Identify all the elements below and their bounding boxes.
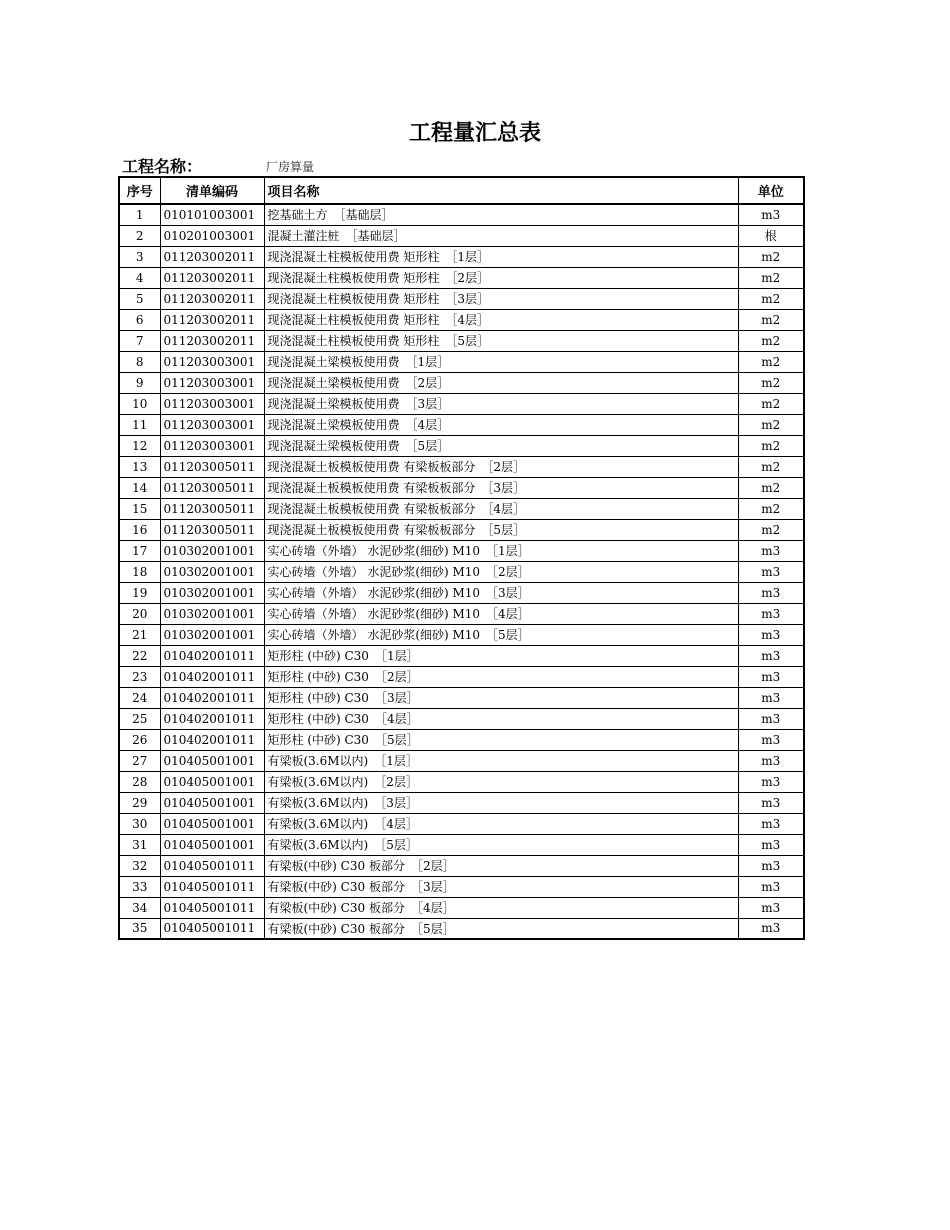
cell-item-code: 010302001001 xyxy=(160,582,264,603)
cell-item-code: 010201003001 xyxy=(160,225,264,246)
cell-item-name: 有梁板(3.6M以内) ［3层］ xyxy=(264,792,738,813)
cell-item-name: 实心砖墙（外墙） 水泥砂浆(细砂) M10 ［1层］ xyxy=(264,540,738,561)
cell-unit: m3 xyxy=(738,204,804,225)
cell-item-code: 010402001011 xyxy=(160,666,264,687)
cell-item-code: 010302001001 xyxy=(160,603,264,624)
cell-unit: m2 xyxy=(738,372,804,393)
cell-serial-no: 29 xyxy=(119,792,160,813)
cell-unit: m2 xyxy=(738,498,804,519)
cell-serial-no: 11 xyxy=(119,414,160,435)
cell-serial-no: 22 xyxy=(119,645,160,666)
table-row xyxy=(119,603,804,624)
cell-item-code: 011203005011 xyxy=(160,477,264,498)
table-row xyxy=(119,225,804,246)
table-row xyxy=(119,834,804,855)
cell-item-name: 实心砖墙（外墙） 水泥砂浆(细砂) M10 ［2层］ xyxy=(264,561,738,582)
cell-serial-no: 27 xyxy=(119,750,160,771)
cell-serial-no: 17 xyxy=(119,540,160,561)
cell-item-code: 011203003001 xyxy=(160,372,264,393)
cell-serial-no: 32 xyxy=(119,855,160,876)
cell-item-code: 011203003001 xyxy=(160,414,264,435)
cell-item-name: 有梁板(3.6M以内) ［2层］ xyxy=(264,771,738,792)
table-row xyxy=(119,582,804,603)
cell-item-code: 011203002011 xyxy=(160,330,264,351)
cell-item-code: 011203003001 xyxy=(160,435,264,456)
cell-unit: m2 xyxy=(738,519,804,540)
table-row xyxy=(119,897,804,918)
cell-unit: m2 xyxy=(738,435,804,456)
cell-item-code: 011203002011 xyxy=(160,246,264,267)
cell-unit: m3 xyxy=(738,792,804,813)
table-row xyxy=(119,855,804,876)
cell-unit: m3 xyxy=(738,582,804,603)
cell-unit: m3 xyxy=(738,603,804,624)
cell-item-code: 010302001001 xyxy=(160,540,264,561)
cell-unit: m2 xyxy=(738,456,804,477)
table-row xyxy=(119,456,804,477)
cell-unit: m3 xyxy=(738,813,804,834)
cell-item-name: 现浇混凝土柱模板使用费 矩形柱 ［4层］ xyxy=(264,309,738,330)
table-row xyxy=(119,771,804,792)
cell-item-code: 010405001001 xyxy=(160,813,264,834)
page-title: 工程量汇总表 xyxy=(408,121,541,146)
cell-item-name: 有梁板(中砂) C30 板部分 ［5层］ xyxy=(264,918,738,939)
table-row xyxy=(119,477,804,498)
cell-unit: m2 xyxy=(738,393,804,414)
cell-item-code: 011203003001 xyxy=(160,393,264,414)
cell-item-code: 010302001001 xyxy=(160,561,264,582)
cell-item-name: 现浇混凝土梁模板使用费 ［4层］ xyxy=(264,414,738,435)
table-row xyxy=(119,540,804,561)
cell-serial-no: 7 xyxy=(119,330,160,351)
cell-item-name: 矩形柱 (中砂) C30 ［5层］ xyxy=(264,729,738,750)
table-row xyxy=(119,435,804,456)
table-row xyxy=(119,645,804,666)
table-row xyxy=(119,876,804,897)
cell-item-code: 010101003001 xyxy=(160,204,264,225)
cell-item-code: 011203002011 xyxy=(160,267,264,288)
cell-unit: 根 xyxy=(738,225,804,246)
cell-unit: m3 xyxy=(738,645,804,666)
cell-item-name: 现浇混凝土板模板使用费 有梁板板部分 ［5层］ xyxy=(264,519,738,540)
cell-unit: m3 xyxy=(738,624,804,645)
cell-serial-no: 18 xyxy=(119,561,160,582)
cell-item-name: 现浇混凝土柱模板使用费 矩形柱 ［3层］ xyxy=(264,288,738,309)
cell-serial-no: 34 xyxy=(119,897,160,918)
cell-unit: m2 xyxy=(738,288,804,309)
cell-item-name: 有梁板(3.6M以内) ［5层］ xyxy=(264,834,738,855)
cell-unit: m3 xyxy=(738,876,804,897)
cell-item-name: 实心砖墙（外墙） 水泥砂浆(细砂) M10 ［4层］ xyxy=(264,603,738,624)
cell-serial-no: 31 xyxy=(119,834,160,855)
quantity-summary-table xyxy=(118,176,805,940)
cell-serial-no: 12 xyxy=(119,435,160,456)
cell-item-code: 011203005011 xyxy=(160,498,264,519)
cell-serial-no: 3 xyxy=(119,246,160,267)
cell-serial-no: 4 xyxy=(119,267,160,288)
cell-item-code: 010405001001 xyxy=(160,834,264,855)
table-row xyxy=(119,246,804,267)
cell-unit: m3 xyxy=(738,540,804,561)
cell-serial-no: 6 xyxy=(119,309,160,330)
cell-serial-no: 19 xyxy=(119,582,160,603)
header-item-code: 清单编码 xyxy=(160,177,264,204)
cell-item-name: 有梁板(中砂) C30 板部分 ［4层］ xyxy=(264,897,738,918)
cell-unit: m2 xyxy=(738,330,804,351)
cell-item-name: 有梁板(3.6M以内) ［4层］ xyxy=(264,813,738,834)
cell-unit: m2 xyxy=(738,267,804,288)
cell-item-code: 010405001001 xyxy=(160,771,264,792)
table-row xyxy=(119,666,804,687)
cell-unit: m2 xyxy=(738,477,804,498)
cell-item-code: 010402001011 xyxy=(160,729,264,750)
cell-serial-no: 13 xyxy=(119,456,160,477)
cell-item-code: 010405001001 xyxy=(160,750,264,771)
cell-item-name: 现浇混凝土梁模板使用费 ［1层］ xyxy=(264,351,738,372)
cell-item-name: 现浇混凝土板模板使用费 有梁板板部分 ［4层］ xyxy=(264,498,738,519)
cell-serial-no: 33 xyxy=(119,876,160,897)
cell-serial-no: 25 xyxy=(119,708,160,729)
cell-unit: m3 xyxy=(738,666,804,687)
cell-serial-no: 14 xyxy=(119,477,160,498)
cell-item-name: 矩形柱 (中砂) C30 ［2层］ xyxy=(264,666,738,687)
cell-serial-no: 9 xyxy=(119,372,160,393)
cell-item-name: 矩形柱 (中砂) C30 ［1层］ xyxy=(264,645,738,666)
table-row xyxy=(119,393,804,414)
cell-unit: m2 xyxy=(738,351,804,372)
cell-unit: m3 xyxy=(738,729,804,750)
table-row xyxy=(119,330,804,351)
table-row xyxy=(119,687,804,708)
cell-item-code: 010405001001 xyxy=(160,792,264,813)
cell-item-name: 现浇混凝土板模板使用费 有梁板板部分 ［3层］ xyxy=(264,477,738,498)
table-row xyxy=(119,204,804,225)
cell-serial-no: 24 xyxy=(119,687,160,708)
cell-unit: m2 xyxy=(738,309,804,330)
cell-serial-no: 15 xyxy=(119,498,160,519)
cell-item-name: 现浇混凝土柱模板使用费 矩形柱 ［1层］ xyxy=(264,246,738,267)
cell-serial-no: 23 xyxy=(119,666,160,687)
cell-item-code: 010405001011 xyxy=(160,897,264,918)
table-row xyxy=(119,414,804,435)
cell-unit: m3 xyxy=(738,834,804,855)
cell-item-name: 矩形柱 (中砂) C30 ［4层］ xyxy=(264,708,738,729)
cell-item-name: 现浇混凝土梁模板使用费 ［2层］ xyxy=(264,372,738,393)
table-row xyxy=(119,918,804,939)
cell-item-code: 010402001011 xyxy=(160,687,264,708)
cell-unit: m3 xyxy=(738,855,804,876)
cell-item-name: 有梁板(3.6M以内) ［1层］ xyxy=(264,750,738,771)
cell-item-name: 现浇混凝土梁模板使用费 ［3层］ xyxy=(264,393,738,414)
cell-item-code: 010302001001 xyxy=(160,624,264,645)
cell-item-name: 现浇混凝土梁模板使用费 ［5层］ xyxy=(264,435,738,456)
table-row xyxy=(119,624,804,645)
cell-unit: m3 xyxy=(738,750,804,771)
cell-item-name: 有梁板(中砂) C30 板部分 ［2层］ xyxy=(264,855,738,876)
cell-serial-no: 10 xyxy=(119,393,160,414)
cell-serial-no: 2 xyxy=(119,225,160,246)
cell-serial-no: 8 xyxy=(119,351,160,372)
cell-unit: m3 xyxy=(738,897,804,918)
cell-item-code: 010405001011 xyxy=(160,855,264,876)
cell-serial-no: 1 xyxy=(119,204,160,225)
cell-item-code: 011203002011 xyxy=(160,309,264,330)
table-row xyxy=(119,750,804,771)
cell-item-code: 011203005011 xyxy=(160,456,264,477)
table-row xyxy=(119,498,804,519)
cell-serial-no: 20 xyxy=(119,603,160,624)
table-row xyxy=(119,519,804,540)
cell-item-code: 011203003001 xyxy=(160,351,264,372)
project-name-label: 工程名称： xyxy=(122,157,203,176)
table-row xyxy=(119,813,804,834)
table-row xyxy=(119,351,804,372)
table-header-row xyxy=(119,177,804,204)
cell-item-code: 010405001011 xyxy=(160,918,264,939)
cell-item-name: 实心砖墙（外墙） 水泥砂浆(细砂) M10 ［5层］ xyxy=(264,624,738,645)
table-row xyxy=(119,372,804,393)
cell-item-name: 实心砖墙（外墙） 水泥砂浆(细砂) M10 ［3层］ xyxy=(264,582,738,603)
cell-item-code: 010402001011 xyxy=(160,708,264,729)
cell-serial-no: 26 xyxy=(119,729,160,750)
cell-unit: m2 xyxy=(738,414,804,435)
cell-serial-no: 28 xyxy=(119,771,160,792)
cell-serial-no: 30 xyxy=(119,813,160,834)
cell-item-name: 矩形柱 (中砂) C30 ［3层］ xyxy=(264,687,738,708)
table-row xyxy=(119,792,804,813)
cell-item-name: 现浇混凝土柱模板使用费 矩形柱 ［5层］ xyxy=(264,330,738,351)
cell-item-name: 有梁板(中砂) C30 板部分 ［3层］ xyxy=(264,876,738,897)
table-row xyxy=(119,708,804,729)
header-unit: 单位 xyxy=(738,177,804,204)
cell-serial-no: 21 xyxy=(119,624,160,645)
cell-serial-no: 16 xyxy=(119,519,160,540)
table-body xyxy=(119,204,804,939)
cell-unit: m3 xyxy=(738,561,804,582)
cell-unit: m3 xyxy=(738,771,804,792)
cell-serial-no: 35 xyxy=(119,918,160,939)
cell-item-name: 现浇混凝土板模板使用费 有梁板板部分 ［2层］ xyxy=(264,456,738,477)
cell-unit: m3 xyxy=(738,687,804,708)
cell-unit: m3 xyxy=(738,918,804,939)
cell-item-code: 011203005011 xyxy=(160,519,264,540)
project-name-value: 厂房算量 xyxy=(266,160,315,174)
cell-unit: m3 xyxy=(738,708,804,729)
cell-item-name: 混凝土灌注桩 ［基础层］ xyxy=(264,225,738,246)
cell-item-name: 现浇混凝土柱模板使用费 矩形柱 ［2层］ xyxy=(264,267,738,288)
cell-item-code: 011203002011 xyxy=(160,288,264,309)
cell-unit: m2 xyxy=(738,246,804,267)
table-row xyxy=(119,267,804,288)
table-row xyxy=(119,729,804,750)
cell-item-name: 挖基础土方 ［基础层］ xyxy=(264,204,738,225)
cell-serial-no: 5 xyxy=(119,288,160,309)
cell-item-code: 010405001011 xyxy=(160,876,264,897)
table-row xyxy=(119,561,804,582)
header-item-name: 项目名称 xyxy=(264,177,738,204)
cell-item-code: 010402001011 xyxy=(160,645,264,666)
table-row xyxy=(119,309,804,330)
table-row xyxy=(119,288,804,309)
header-serial-no: 序号 xyxy=(119,177,160,204)
